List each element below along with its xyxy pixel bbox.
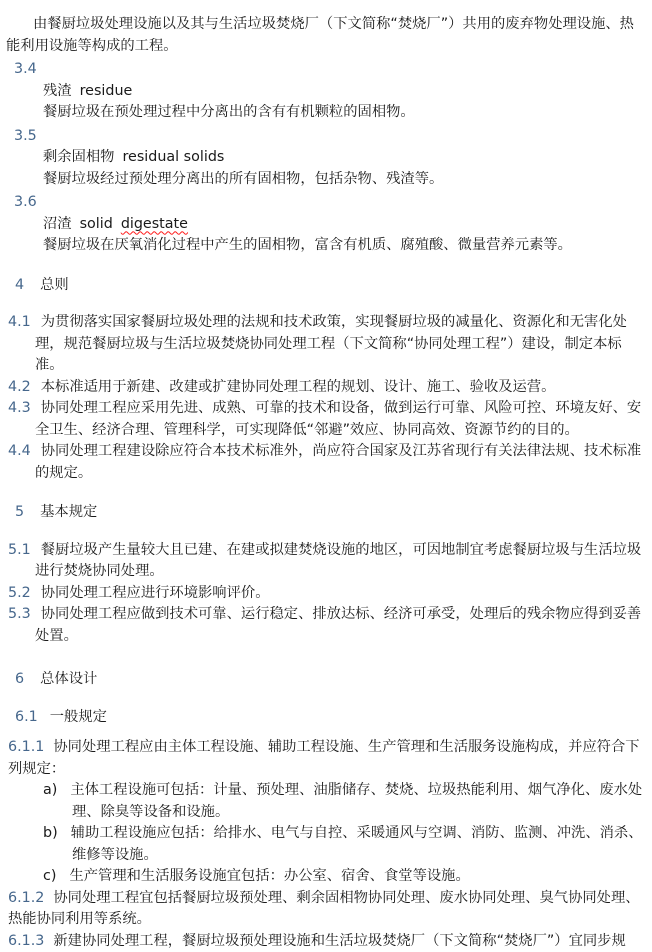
chapter-number: 4 bbox=[15, 277, 24, 293]
term-entry-3-6 bbox=[6, 192, 648, 257]
clause-6-1-1 bbox=[8, 737, 648, 780]
clause-4-4 bbox=[8, 441, 648, 484]
chapter-title: 总体设计 bbox=[40, 671, 97, 687]
list-item-text: 辅助工程设施应包括：给排水、电气与自控、采暖通风与空调、消防、监测、冲洗、消杀、维修等设施。 bbox=[71, 825, 643, 863]
clause-number: 6.1.1 bbox=[8, 739, 44, 755]
term-entry-3-4 bbox=[6, 59, 648, 124]
clause-6-1-3 bbox=[8, 931, 648, 952]
clause-text: 新建协同处理工程，餐厨垃圾预处理设施和生活垃圾焚烧厂（下文简称“焚烧厂”）宜同步规 bbox=[53, 933, 625, 949]
clause-text: 协同处理工程应采用先进、成熟、可靠的技术和设备，做到运行可靠、风险可控、环境友好、安全卫生、经济合理、管理科学，可实现降低“邻避”效应、协同高效、资源节约的目的。 bbox=[35, 400, 641, 438]
clause-text: 协同处理工程应由主体工程设施、辅助工程设施、生产管理和生活服务设施构成，并应符合下列规定： bbox=[8, 739, 640, 777]
term-number: 3.4 bbox=[6, 59, 648, 81]
term-chinese: 剩余固相物 bbox=[43, 149, 114, 165]
term-definition: 餐厨垃圾经过预处理分离出的所有固相物，包括杂物、残渣等。 bbox=[43, 169, 648, 191]
clause-text: 为贯彻落实国家餐厨垃圾处理的法规和技术政策，实现餐厨垃圾的减量化、资源化和无害化处理，规范餐厨垃圾与生活垃圾焚烧协同处理工程（下文简称“协同处理工程”）建设，制定本标准。 bbox=[35, 314, 627, 373]
term-definition: 餐厨垃圾在预处理过程中分离出的含有有机颗粒的固相物。 bbox=[43, 102, 648, 124]
clause-number: 5.1 bbox=[8, 542, 31, 558]
clause-number: 6.1.2 bbox=[8, 890, 44, 906]
section-title: 一般规定 bbox=[50, 709, 107, 725]
paragraph-definition-continuation: 由餐厨垃圾处理设施以及其与生活垃圾焚烧厂（下文简称“焚烧厂”）共用的废弃物处理设施、热能利用设施等构成的工程。 bbox=[6, 14, 648, 57]
list-item-c bbox=[6, 866, 648, 888]
list-item-b bbox=[6, 823, 648, 866]
clause-text: 协同处理工程应做到技术可靠、运行稳定、排放达标、经济可承受，处理后的残余物应得到妥善处置。 bbox=[35, 606, 641, 644]
list-item-text: 主体工程设施可包括：计量、预处理、油脂储存、焚烧、垃圾热能利用、烟气净化、废水处理、除臭等设备和设施。 bbox=[70, 782, 642, 820]
clause-text: 协同处理工程建设除应符合本技术标准外，尚应符合国家及江苏省现行有关法律法规、技术标准的规定。 bbox=[35, 443, 641, 481]
clause-4-3 bbox=[8, 398, 648, 441]
clause-text: 协同处理工程应进行环境影响评价。 bbox=[41, 585, 270, 601]
chapter-number: 5 bbox=[15, 504, 24, 520]
clause-4-1 bbox=[8, 312, 648, 377]
section-6-1-heading bbox=[6, 707, 648, 729]
term-number: 3.6 bbox=[6, 192, 648, 214]
chapter-4-heading bbox=[6, 275, 648, 297]
clause-text: 协同处理工程宜包括餐厨垃圾预处理、剩余固相物协同处理、废水协同处理、臭气协同处理、热能协同利用等系统。 bbox=[8, 890, 640, 928]
term-english-misspelled-word: digestate bbox=[121, 216, 188, 232]
clause-number: 4.2 bbox=[8, 379, 31, 395]
list-item-a bbox=[6, 780, 648, 823]
chapter-6-heading bbox=[6, 669, 648, 691]
list-marker: b) bbox=[43, 825, 58, 841]
term-entry-3-5 bbox=[6, 126, 648, 191]
clause-text: 本标准适用于新建、改建或扩建协同处理工程的规划、设计、施工、验收及运营。 bbox=[41, 379, 556, 395]
term-title bbox=[43, 81, 648, 103]
clause-6-1-2 bbox=[8, 888, 648, 931]
clause-number: 5.3 bbox=[8, 606, 31, 622]
section-number: 6.1 bbox=[15, 709, 38, 725]
clause-number: 5.2 bbox=[8, 585, 31, 601]
term-english: residual solids bbox=[122, 149, 224, 165]
chapter-title: 总则 bbox=[40, 277, 69, 293]
term-title bbox=[43, 214, 648, 236]
clause-5-3 bbox=[8, 604, 648, 647]
term-chinese: 残渣 bbox=[43, 83, 72, 99]
clause-5-2 bbox=[8, 583, 648, 605]
term-english: residue bbox=[80, 83, 133, 99]
chapter-number: 6 bbox=[15, 671, 24, 687]
clause-text: 餐厨垃圾产生量较大且已建、在建或拟建焚烧设施的地区，可因地制宜考虑餐厨垃圾与生活垃圾进行焚烧协同处理。 bbox=[35, 542, 641, 580]
chapter-5-heading bbox=[6, 502, 648, 524]
chapter-title: 基本规定 bbox=[40, 504, 97, 520]
term-english: solid bbox=[80, 216, 113, 232]
clause-number: 4.1 bbox=[8, 314, 31, 330]
term-title bbox=[43, 147, 648, 169]
clause-5-1 bbox=[8, 540, 648, 583]
term-chinese: 沼渣 bbox=[43, 216, 72, 232]
term-number: 3.5 bbox=[6, 126, 648, 148]
list-marker: c) bbox=[43, 868, 56, 884]
list-marker: a) bbox=[43, 782, 57, 798]
clause-number: 4.4 bbox=[8, 443, 31, 459]
clause-4-2 bbox=[8, 377, 648, 399]
term-definition: 餐厨垃圾在厌氧消化过程中产生的固相物，富含有机质、腐殖酸、微量营养元素等。 bbox=[43, 235, 648, 257]
clause-number: 4.3 bbox=[8, 400, 31, 416]
list-item-text: 生产管理和生活服务设施宜包括：办公室、宿舍、食堂等设施。 bbox=[69, 868, 469, 884]
clause-number: 6.1.3 bbox=[8, 933, 44, 949]
